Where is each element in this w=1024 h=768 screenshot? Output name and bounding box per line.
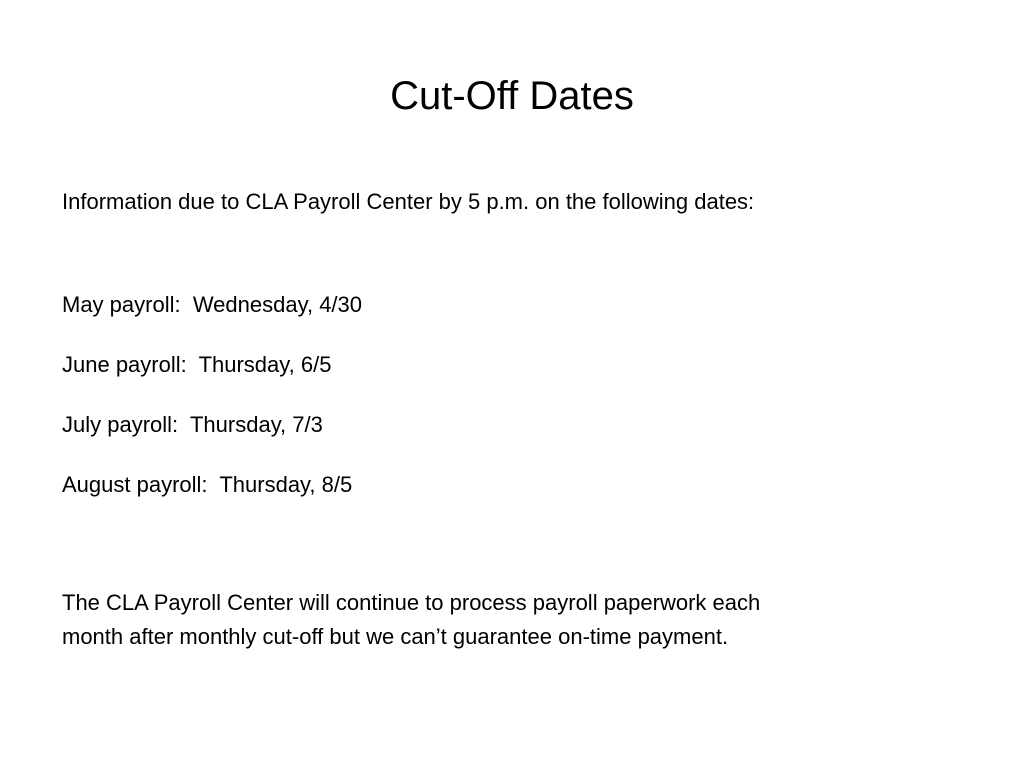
slide-title: Cut-Off Dates [390,74,634,118]
list-item: June payroll: Thursday, 6/5 [62,352,332,377]
closing-line: The CLA Payroll Center will continue to process payroll paperwork each [62,590,761,615]
closing-line: month after monthly cut-off but we can’t guarantee on-time payment. [62,624,729,649]
closing-note [62,586,942,654]
list-item: July payroll: Thursday, 7/3 [62,412,323,437]
intro-text: Information due to CLA Payroll Center by 5 p.m. on the following dates: [62,189,755,214]
list-item: August payroll: Thursday, 8/5 [62,472,353,497]
cutoff-date-list [62,288,362,528]
list-item: May payroll: Wednesday, 4/30 [62,292,363,317]
